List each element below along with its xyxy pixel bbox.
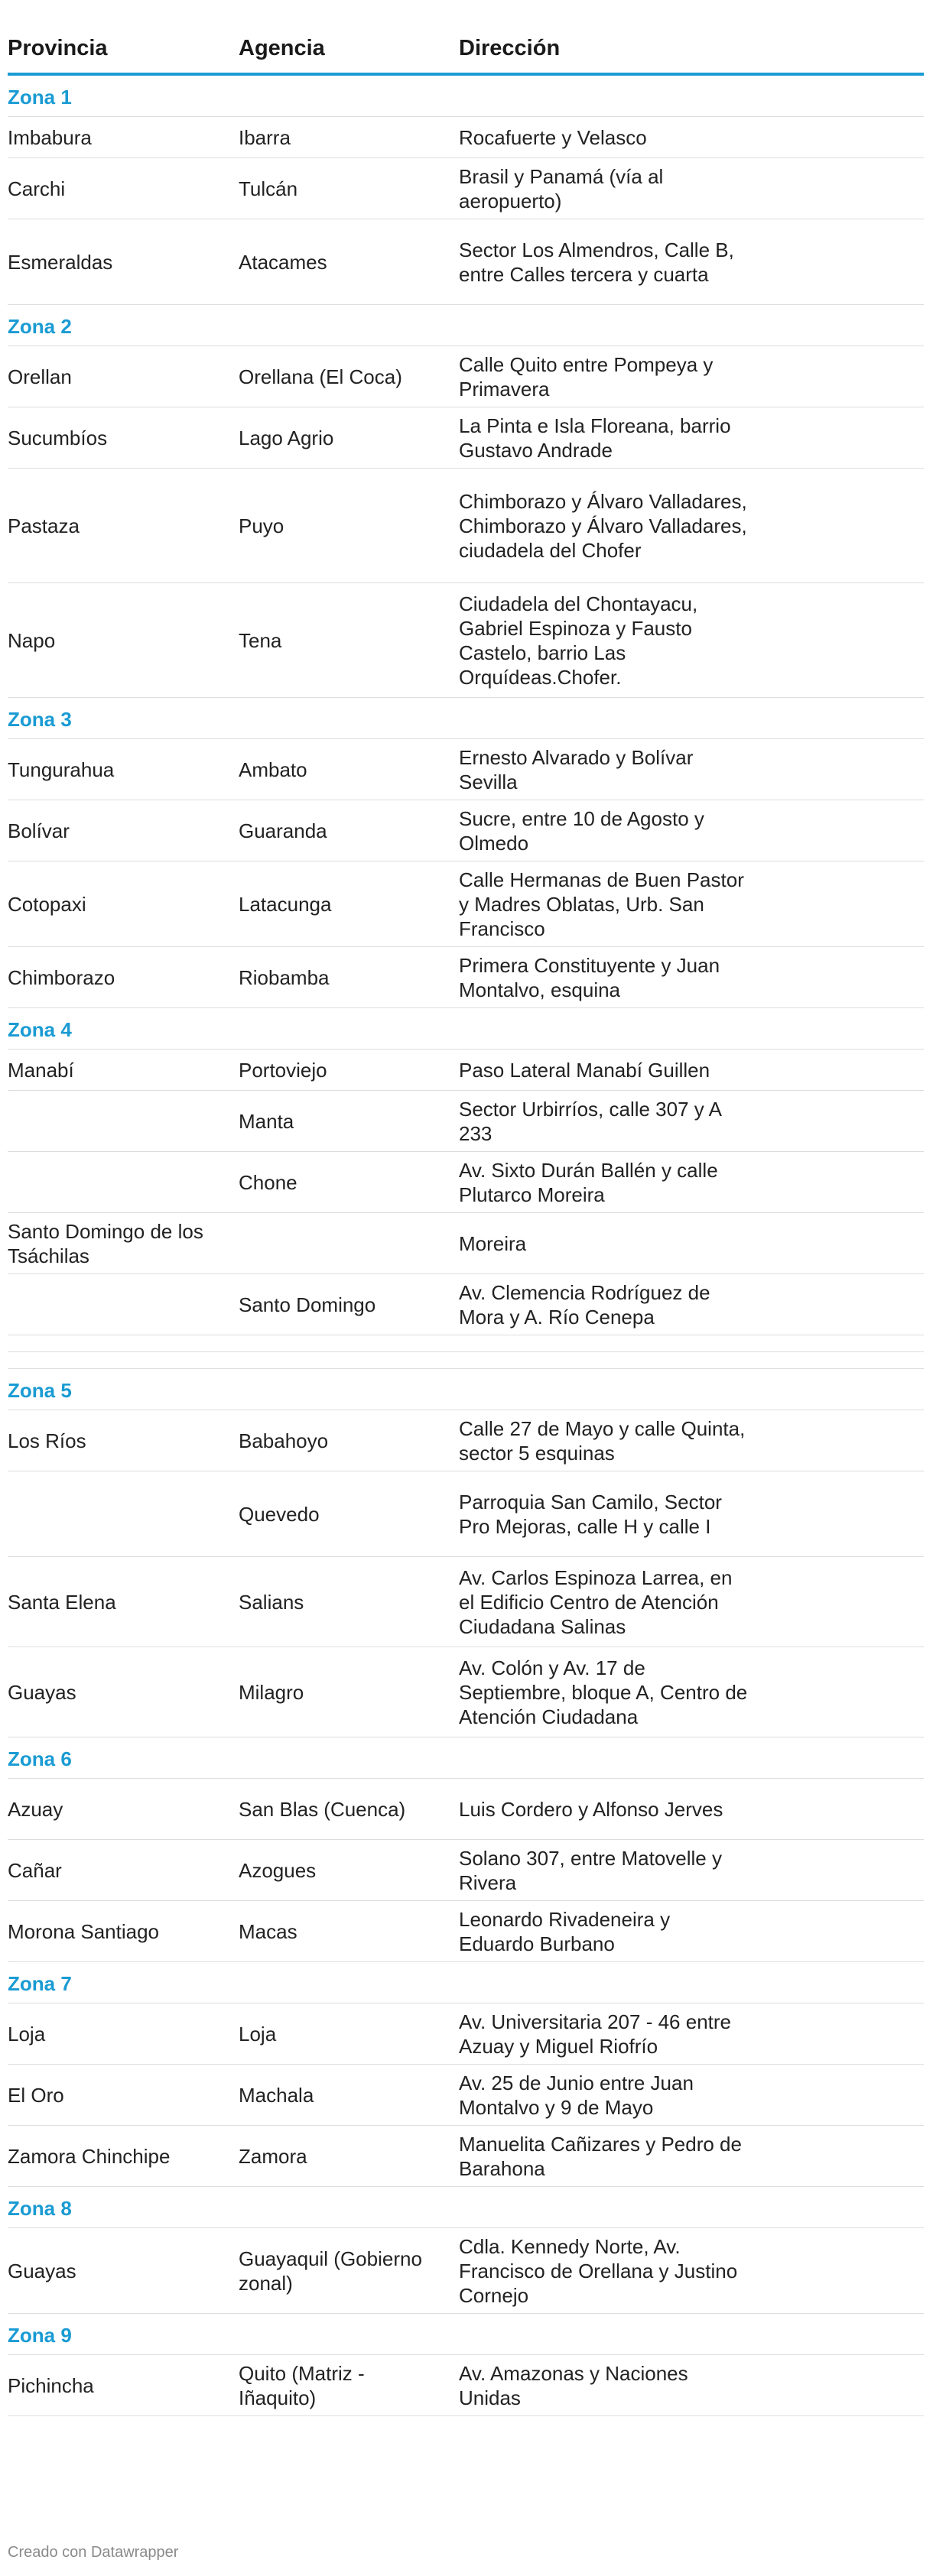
table-row — [8, 407, 924, 469]
cell-agencia — [239, 469, 445, 582]
cell-provincia — [8, 346, 229, 407]
cell-provincia — [8, 1471, 229, 1556]
cell-direccion-text: Chimborazo y Álvaro Valladares, Chimborazo y Álvaro Valladares, ciudadela del Chofer — [459, 489, 747, 562]
cell-direccion-text: Paso Lateral Manabí Guillen — [459, 1058, 710, 1082]
cell-direccion — [459, 117, 749, 157]
cell-provincia — [8, 407, 229, 468]
cell-provincia — [8, 1152, 229, 1212]
cell-agencia-text: Tulcán — [239, 177, 298, 200]
zone-header — [8, 2187, 924, 2228]
table-row — [8, 1901, 924, 1962]
cell-direccion-text: Av. Universitaria 207 - 46 entre Azuay y Miguel Riofrío — [459, 2010, 731, 2058]
cell-provincia — [8, 1840, 229, 1900]
cell-provincia-text: Cañar — [8, 1858, 62, 1882]
cell-direccion-text: Primera Constituyente y Juan Montalvo, esquina — [459, 953, 720, 1001]
cell-agencia-text: Quito (Matriz - Iñaquito) — [239, 2361, 365, 2409]
cell-agencia — [239, 1779, 445, 1839]
cell-direccion — [459, 1901, 749, 1961]
cell-direccion-text: Brasil y Panamá (vía al aeropuerto) — [459, 164, 664, 213]
table-row — [8, 1274, 924, 1335]
zone-header — [8, 1369, 924, 1410]
cell-provincia — [8, 2126, 229, 2186]
cell-provincia — [8, 1274, 229, 1335]
table-row — [8, 346, 924, 407]
cell-agencia — [239, 1901, 445, 1961]
cell-direccion-text: Calle 27 de Mayo y calle Quinta, sector 5 esquinas — [459, 1416, 746, 1465]
cell-direccion — [459, 861, 749, 946]
table-row — [8, 1152, 924, 1213]
cell-agencia-text: Salians — [239, 1590, 304, 1614]
cell-agencia-text: Machala — [239, 2083, 314, 2107]
cell-provincia — [8, 583, 229, 697]
cell-direccion — [459, 1647, 749, 1737]
cell-provincia — [8, 2003, 229, 2064]
cell-provincia-text: El Oro — [8, 2083, 64, 2107]
cell-provincia — [8, 1647, 229, 1737]
cell-direccion — [459, 1471, 749, 1556]
cell-provincia-text: Sucumbíos — [8, 426, 108, 449]
cell-direccion — [459, 2065, 749, 2125]
cell-agencia-text: Riobamba — [239, 965, 330, 989]
cell-agencia-text: Tena — [239, 628, 282, 652]
cell-direccion-text: Ernesto Alvarado y Bolívar Sevilla — [459, 745, 694, 793]
cell-agencia-text: Guayaquil (Gobierno zonal) — [239, 2247, 422, 2295]
cell-agencia — [239, 2126, 445, 2186]
cell-agencia-text: Puyo — [239, 514, 284, 537]
cell-agencia — [239, 1152, 445, 1212]
header-direccion[interactable]: Dirección — [459, 36, 561, 60]
zone-header — [8, 1737, 924, 1779]
table-row — [8, 1840, 924, 1901]
cell-provincia — [8, 219, 229, 304]
cell-agencia — [239, 1274, 445, 1335]
cell-agencia-text: Portoviejo — [239, 1058, 327, 1082]
cell-provincia-text: Pastaza — [8, 514, 80, 537]
cell-direccion-text: Leonardo Rivadeneira y Eduardo Burbano — [459, 1907, 671, 1955]
cell-provincia-text: Tungurahua — [8, 758, 115, 781]
cell-agencia — [239, 117, 445, 157]
cell-direccion — [459, 158, 749, 219]
cell-direccion — [459, 1840, 749, 1900]
cell-direccion — [459, 469, 749, 582]
cell-direccion-text: Sucre, entre 10 de Agosto y Olmedo — [459, 806, 704, 855]
header-provincia[interactable]: Provincia — [8, 36, 108, 60]
cell-agencia-text: Orellana (El Coca) — [239, 365, 402, 388]
cell-provincia — [8, 739, 229, 800]
table-row — [8, 1647, 924, 1737]
empty-row — [8, 1352, 924, 1369]
zone-label: Zona 1 — [8, 86, 72, 109]
table-row — [8, 2355, 924, 2416]
zone-header — [8, 76, 924, 117]
cell-provincia — [8, 800, 229, 861]
cell-provincia-text: Bolívar — [8, 819, 70, 842]
table-row — [8, 739, 924, 800]
cell-direccion-text: Cdla. Kennedy Norte, Av. Francisco de Orellana y Justino Cornejo — [459, 2234, 738, 2307]
cell-provincia — [8, 1410, 229, 1471]
cell-agencia-text: Ambato — [239, 758, 307, 781]
cell-agencia-text: Macas — [239, 1919, 297, 1943]
cell-agencia-text: Ibarra — [239, 125, 291, 149]
cell-direccion — [459, 1091, 749, 1151]
cell-direccion-text: Av. Carlos Espinoza Larrea, en el Edificio Centro de Atención Ciudadana Salinas — [459, 1565, 733, 1638]
cell-provincia-text: Napo — [8, 628, 56, 652]
cell-agencia — [239, 407, 445, 468]
cell-direccion-text: Calle Quito entre Pompeya y Primavera — [459, 352, 714, 401]
zone-label: Zona 3 — [8, 708, 72, 731]
table-row — [8, 2228, 924, 2314]
cell-provincia — [8, 2228, 229, 2313]
cell-provincia-text: Manabí — [8, 1058, 74, 1082]
cell-direccion-text: Luis Cordero y Alfonso Jerves — [459, 1797, 723, 1821]
cell-provincia-text: Orellan — [8, 365, 72, 388]
table-row — [8, 2126, 924, 2187]
cell-direccion — [459, 407, 749, 468]
cell-provincia — [8, 861, 229, 946]
datawrapper-credit[interactable]: Creado con Datawrapper — [8, 2544, 179, 2561]
header-agencia[interactable]: Agencia — [239, 36, 325, 60]
empty-row — [8, 1335, 924, 1352]
table-row — [8, 1779, 924, 1840]
cell-provincia — [8, 1091, 229, 1151]
cell-agencia — [239, 1050, 445, 1090]
cell-direccion-text: Manuelita Cañizares y Pedro de Barahona — [459, 2132, 742, 2180]
cell-agencia — [239, 219, 445, 304]
cell-provincia-text: Azuay — [8, 1797, 63, 1821]
cell-agencia — [239, 158, 445, 219]
cell-provincia-text: Cotopaxi — [8, 892, 86, 916]
cell-provincia-text: Santa Elena — [8, 1590, 116, 1614]
cell-direccion — [459, 1152, 749, 1212]
cell-agencia — [239, 1213, 445, 1273]
cell-direccion-text: Calle Hermanas de Buen Pastor y Madres Oblatas, Urb. San Francisco — [459, 868, 744, 940]
zone-header — [8, 305, 924, 346]
zone-label: Zona 9 — [8, 2324, 72, 2347]
cell-direccion-text: Av. Colón y Av. 17 de Septiembre, bloque A, Centro de Atención Ciudadana — [459, 1656, 748, 1728]
cell-direccion — [459, 1213, 749, 1273]
cell-agencia-text: San Blas (Cuenca) — [239, 1797, 406, 1821]
zone-label: Zona 4 — [8, 1018, 72, 1041]
cell-direccion — [459, 1050, 749, 1090]
table-row — [8, 861, 924, 947]
cell-agencia — [239, 947, 445, 1007]
table-row — [8, 1471, 924, 1557]
table-row — [8, 117, 924, 158]
zone-label: Zona 8 — [8, 2197, 72, 2220]
cell-provincia — [8, 2065, 229, 2125]
cell-direccion-text: Av. Clemencia Rodríguez de Mora y A. Río Cenepa — [459, 1280, 710, 1329]
cell-agencia — [239, 2355, 445, 2415]
cell-direccion-text: Rocafuerte y Velasco — [459, 125, 647, 149]
zone-header — [8, 698, 924, 739]
table-body — [8, 76, 924, 2416]
cell-agencia-text: Atacames — [239, 250, 327, 274]
cell-provincia-text: Pichincha — [8, 2373, 94, 2397]
cell-provincia-text: Santo Domingo de los Tsáchilas — [8, 1219, 203, 1267]
cell-provincia — [8, 1050, 229, 1090]
table-row — [8, 1557, 924, 1647]
cell-agencia — [239, 346, 445, 407]
cell-provincia — [8, 1213, 229, 1273]
cell-agencia — [239, 1647, 445, 1737]
cell-agencia — [239, 861, 445, 946]
cell-direccion-text: La Pinta e Isla Floreana, barrio Gustavo Andrade — [459, 414, 731, 462]
cell-agencia — [239, 739, 445, 800]
cell-provincia-text: Carchi — [8, 177, 66, 200]
cell-direccion-text: Solano 307, entre Matovelle y Rivera — [459, 1846, 722, 1894]
cell-direccion-text: Sector Urbirríos, calle 307 y A 233 — [459, 1097, 721, 1145]
cell-direccion — [459, 1557, 749, 1646]
cell-agencia-text: Azogues — [239, 1858, 317, 1882]
cell-direccion-text: Sector Los Almendros, Calle B, entre Calles tercera y cuarta — [459, 238, 734, 286]
zone-label: Zona 6 — [8, 1747, 72, 1770]
zone-header — [8, 1962, 924, 2003]
table-row — [8, 1213, 924, 1274]
cell-agencia-text: Guaranda — [239, 819, 327, 842]
cell-provincia — [8, 2355, 229, 2415]
cell-agencia-text: Milagro — [239, 1680, 304, 1704]
cell-direccion-text: Av. 25 de Junio entre Juan Montalvo y 9 de Mayo — [459, 2071, 694, 2119]
cell-provincia — [8, 1901, 229, 1961]
cell-provincia-text: Guayas — [8, 2259, 76, 2282]
table-row — [8, 158, 924, 219]
cell-direccion — [459, 2355, 749, 2415]
table-row — [8, 2003, 924, 2065]
cell-agencia-text: Loja — [239, 2022, 277, 2046]
table-header — [8, 0, 924, 76]
cell-agencia-text: Manta — [239, 1109, 294, 1133]
cell-agencia — [239, 2228, 445, 2313]
cell-provincia-text: Guayas — [8, 1680, 76, 1704]
cell-provincia-text: Chimborazo — [8, 965, 115, 989]
table-row — [8, 2065, 924, 2126]
cell-provincia-text: Morona Santiago — [8, 1919, 160, 1943]
table-row — [8, 469, 924, 583]
cell-direccion-text: Ciudadela del Chontayacu, Gabriel Espinoza y Fausto Castelo, barrio Las Orquídeas.Chofer. — [459, 592, 698, 689]
cell-agencia-text: Babahoyo — [239, 1429, 329, 1452]
cell-provincia-text: Imbabura — [8, 125, 92, 149]
cell-agencia — [239, 583, 445, 697]
data-table — [8, 0, 924, 2416]
cell-provincia-text: Esmeraldas — [8, 250, 113, 274]
cell-agencia-text: Quevedo — [239, 1502, 320, 1526]
cell-provincia — [8, 158, 229, 219]
cell-direccion-text: Av. Amazonas y Naciones Unidas — [459, 2361, 688, 2409]
cell-direccion — [459, 1779, 749, 1839]
cell-agencia — [239, 1557, 445, 1646]
cell-provincia — [8, 1557, 229, 1646]
cell-direccion-text: Av. Sixto Durán Ballén y calle Plutarco Moreira — [459, 1158, 718, 1206]
cell-provincia-text: Loja — [8, 2022, 46, 2046]
cell-provincia — [8, 117, 229, 157]
zone-label: Zona 7 — [8, 1972, 72, 1995]
table-row — [8, 947, 924, 1008]
cell-direccion — [459, 346, 749, 407]
cell-direccion — [459, 800, 749, 861]
cell-agencia-text: Zamora — [239, 2144, 307, 2168]
cell-agencia-text: Latacunga — [239, 892, 332, 916]
cell-agencia — [239, 1840, 445, 1900]
cell-agencia-text: Santo Domingo — [239, 1293, 376, 1316]
cell-provincia-text: Zamora Chinchipe — [8, 2144, 171, 2168]
cell-agencia — [239, 2003, 445, 2064]
cell-agencia — [239, 2065, 445, 2125]
zone-label: Zona 2 — [8, 315, 72, 338]
zone-label: Zona 5 — [8, 1379, 72, 1402]
cell-agencia-text: Chone — [239, 1170, 297, 1194]
cell-provincia — [8, 469, 229, 582]
cell-direccion — [459, 219, 749, 304]
cell-direccion — [459, 1410, 749, 1471]
cell-agencia — [239, 1471, 445, 1556]
cell-direccion — [459, 2126, 749, 2186]
cell-agencia — [239, 1410, 445, 1471]
table-row — [8, 583, 924, 698]
cell-direccion — [459, 583, 749, 697]
cell-direccion — [459, 2228, 749, 2313]
cell-direccion — [459, 1274, 749, 1335]
cell-direccion-text: Parroquia San Camilo, Sector Pro Mejoras, calle H y calle I — [459, 1490, 722, 1538]
zone-header — [8, 2314, 924, 2355]
table-row — [8, 800, 924, 861]
table-row — [8, 1410, 924, 1471]
cell-agencia — [239, 800, 445, 861]
zone-header — [8, 1008, 924, 1050]
cell-agencia — [239, 1091, 445, 1151]
cell-direccion — [459, 2003, 749, 2064]
table-row — [8, 1091, 924, 1152]
cell-direccion-text: Moreira — [459, 1231, 527, 1255]
table-row — [8, 1050, 924, 1091]
cell-provincia — [8, 947, 229, 1007]
cell-direccion — [459, 739, 749, 800]
table-row — [8, 219, 924, 305]
cell-provincia — [8, 1779, 229, 1839]
cell-provincia-text: Los Ríos — [8, 1429, 86, 1452]
cell-direccion — [459, 947, 749, 1007]
cell-agencia-text: Lago Agrio — [239, 426, 334, 449]
